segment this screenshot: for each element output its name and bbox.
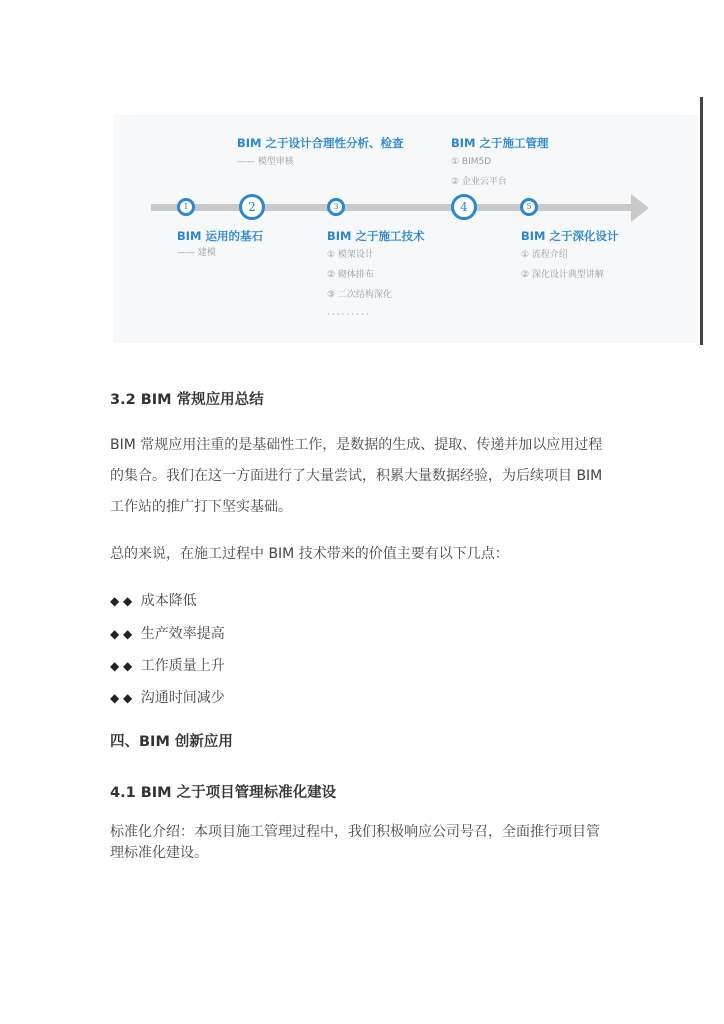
section-heading-4-1: 4.1 BIM 之于项目管理标准化建设 — [110, 785, 337, 801]
bullet-item — [110, 590, 197, 610]
stage-title-4: BIM 之于施工管理 — [451, 136, 549, 150]
stage-item: —— 建模 — [177, 248, 216, 258]
diamond-bullet-icon: ◆ ◆ — [110, 627, 133, 641]
bullet-text: 沟通时间减少 — [140, 690, 225, 706]
bullet-item — [110, 623, 225, 643]
stage-node-5: 5 — [520, 198, 538, 216]
stage-node-1: 1 — [177, 198, 195, 216]
bullet-item — [110, 687, 225, 707]
stage-item: —— 模型审核 — [237, 157, 294, 167]
stage-items-3 — [327, 245, 392, 325]
stage-title-2: BIM 之于设计合理性分析、检查 — [237, 136, 404, 150]
stage-items-2 — [237, 152, 294, 172]
section-3-2-paragraph-1: BIM 常规应用注重的是基础性工作，是数据的生成、提取、传递并加以应用过程的集合。我们在这一方面进行了大量尝试，积累大量数据经验，为后续项目 BIM 工作站的推广打下坚实基础。 — [110, 437, 603, 515]
stage-items-1 — [177, 243, 216, 263]
stage-item: ········· — [327, 310, 371, 320]
stage-item: ① 流程介绍 — [521, 250, 568, 260]
stage-item: ③ 二次结构深化 — [327, 290, 392, 300]
bim-timeline-figure — [113, 115, 698, 343]
stage-node-2: 2 — [239, 194, 265, 220]
stage-item: ① 模架设计 — [327, 250, 374, 260]
stage-items-5 — [521, 245, 604, 285]
timeline-track — [151, 204, 633, 211]
diamond-bullet-icon: ◆ ◆ — [110, 659, 133, 673]
stage-item: ② 砌体排布 — [327, 270, 374, 280]
figure-edge-line — [700, 97, 703, 345]
timeline-arrow-icon — [631, 194, 649, 222]
diamond-bullet-icon: ◆ ◆ — [110, 691, 133, 705]
stage-title-5: BIM 之于深化设计 — [521, 229, 619, 243]
stage-title-3: BIM 之于施工技术 — [327, 229, 425, 243]
bullet-item — [110, 655, 225, 675]
bullet-text: 工作质量上升 — [140, 658, 225, 674]
stage-items-4 — [451, 152, 507, 192]
stage-item: ② 企业云平台 — [451, 177, 507, 187]
stage-item: ② 深化设计典型讲解 — [521, 270, 604, 280]
diamond-bullet-icon: ◆ ◆ — [110, 594, 133, 608]
section-3-2-paragraph-2: 总的来说，在施工过程中 BIM 技术带来的价值主要有以下几点： — [110, 546, 509, 562]
stage-node-3: 3 — [327, 198, 345, 216]
stage-node-4: 4 — [451, 194, 477, 220]
section-4-1-paragraph: 标准化介绍：本项目施工管理过程中，我们积极响应公司号召，全面推行项目管理标准化建设。 — [110, 824, 600, 861]
stage-title-1: BIM 运用的基石 — [177, 229, 263, 243]
chapter-heading-4: 四、BIM 创新应用 — [110, 734, 233, 750]
section-heading-3-2: 3.2 BIM 常规应用总结 — [110, 392, 264, 408]
bullet-text: 成本降低 — [140, 593, 197, 609]
stage-item: ① BIM5D — [451, 157, 492, 167]
bullet-text: 生产效率提高 — [140, 626, 225, 642]
